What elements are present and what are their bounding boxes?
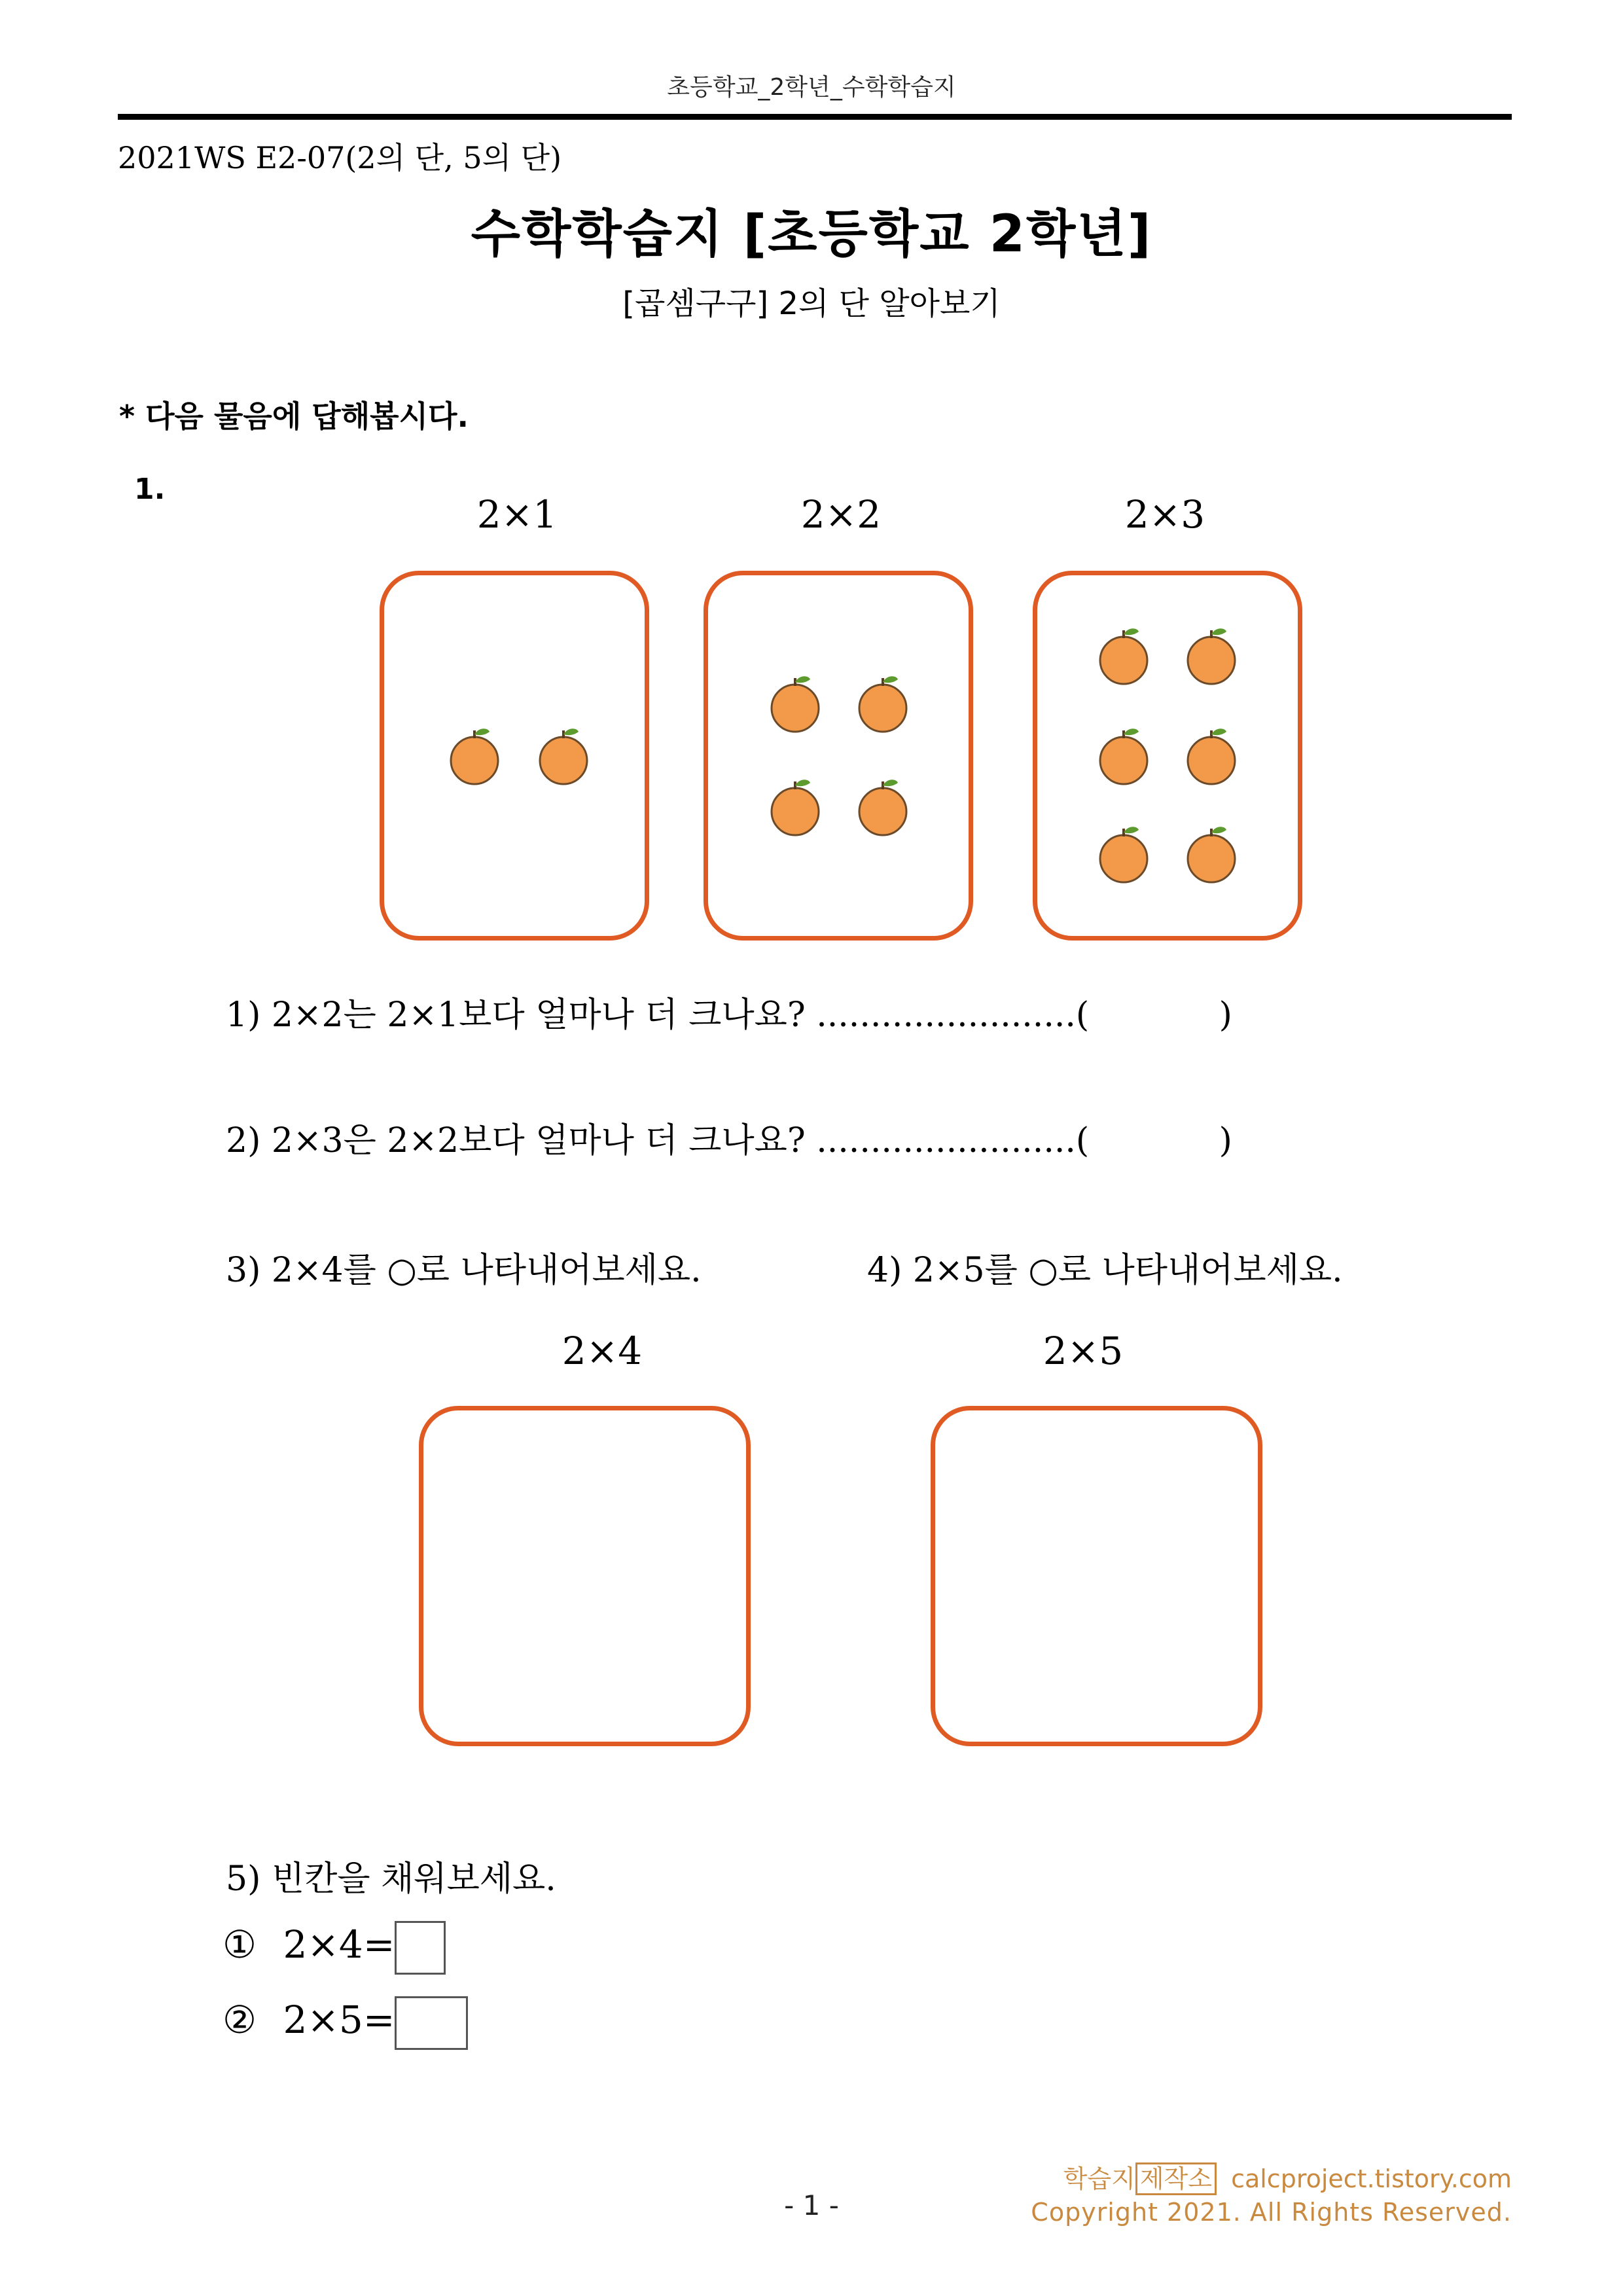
blank-expression-1: 2×4= xyxy=(283,1922,395,1967)
drawing-box-2x4[interactable] xyxy=(419,1406,751,1746)
group-label-2x2: 2×2 xyxy=(800,492,882,537)
question-5: 5) 빈칸을 채워보세요. xyxy=(226,1859,556,1899)
header-rule xyxy=(118,114,1512,120)
picture-box-2x1 xyxy=(380,571,649,941)
orange-icon xyxy=(1096,625,1152,685)
fill-blank-1 xyxy=(223,1921,446,1975)
page-title: 수학학습지 [초등학교 2학년] xyxy=(471,205,1152,264)
footer-brand xyxy=(1063,2159,1512,2195)
blank-marker-1: ① xyxy=(223,1922,257,1967)
picture-box-2x3 xyxy=(1033,571,1302,941)
orange-icon xyxy=(767,673,823,733)
orange-icon xyxy=(855,776,911,836)
group-label-2x1: 2×1 xyxy=(476,492,558,537)
drawing-label-2x5: 2×5 xyxy=(1043,1329,1124,1373)
orange-icon xyxy=(1183,625,1240,685)
orange-icon xyxy=(855,673,911,733)
orange-icon xyxy=(1096,725,1152,785)
group-label-2x3: 2×3 xyxy=(1124,492,1205,537)
page-subtitle: [곱셈구구] 2의 단 알아보기 xyxy=(622,285,1001,322)
worksheet-code: 2021WS E2-07(2의 단, 5의 단) xyxy=(118,140,562,175)
orange-icon xyxy=(1096,823,1152,884)
picture-box-2x2 xyxy=(704,571,973,941)
drawing-label-2x4: 2×4 xyxy=(562,1329,643,1373)
drawing-box-2x5[interactable] xyxy=(931,1406,1262,1746)
footer-brand-plain: 학습지 xyxy=(1063,2164,1135,2193)
answer-box-2[interactable] xyxy=(395,1996,468,2050)
orange-icon xyxy=(1183,823,1240,884)
question-4: 4) 2×5를 ○로 나타내어보세요. xyxy=(867,1251,1343,1290)
orange-icon xyxy=(446,725,503,785)
question-number: 1. xyxy=(134,473,166,506)
fill-blank-2 xyxy=(223,1996,468,2050)
page-number: - 1 - xyxy=(784,2189,839,2221)
instruction: * 다음 물음에 답해봅시다. xyxy=(119,399,469,434)
question-3: 3) 2×4를 ○로 나타내어보세요. xyxy=(226,1251,702,1290)
question-2: 2) 2×3은 2×2보다 얼마나 더 크나요? ........................( ) xyxy=(226,1121,1232,1160)
blank-expression-2: 2×5= xyxy=(283,1998,395,2043)
footer-brand-boxed: 제작소 xyxy=(1135,2162,1217,2195)
blank-marker-2: ② xyxy=(223,1998,257,2043)
orange-icon xyxy=(767,776,823,836)
footer-copyright: Copyright 2021. All Rights Reserved. xyxy=(1031,2198,1512,2227)
footer-url[interactable]: calcproject.tistory.com xyxy=(1231,2164,1512,2193)
orange-icon xyxy=(535,725,592,785)
orange-icon xyxy=(1183,725,1240,785)
running-header: 초등학교_2학년_수학학습지 xyxy=(667,74,956,101)
answer-box-1[interactable] xyxy=(395,1921,446,1975)
question-1: 1) 2×2는 2×1보다 얼마나 더 크나요? ........................( ) xyxy=(226,996,1232,1035)
